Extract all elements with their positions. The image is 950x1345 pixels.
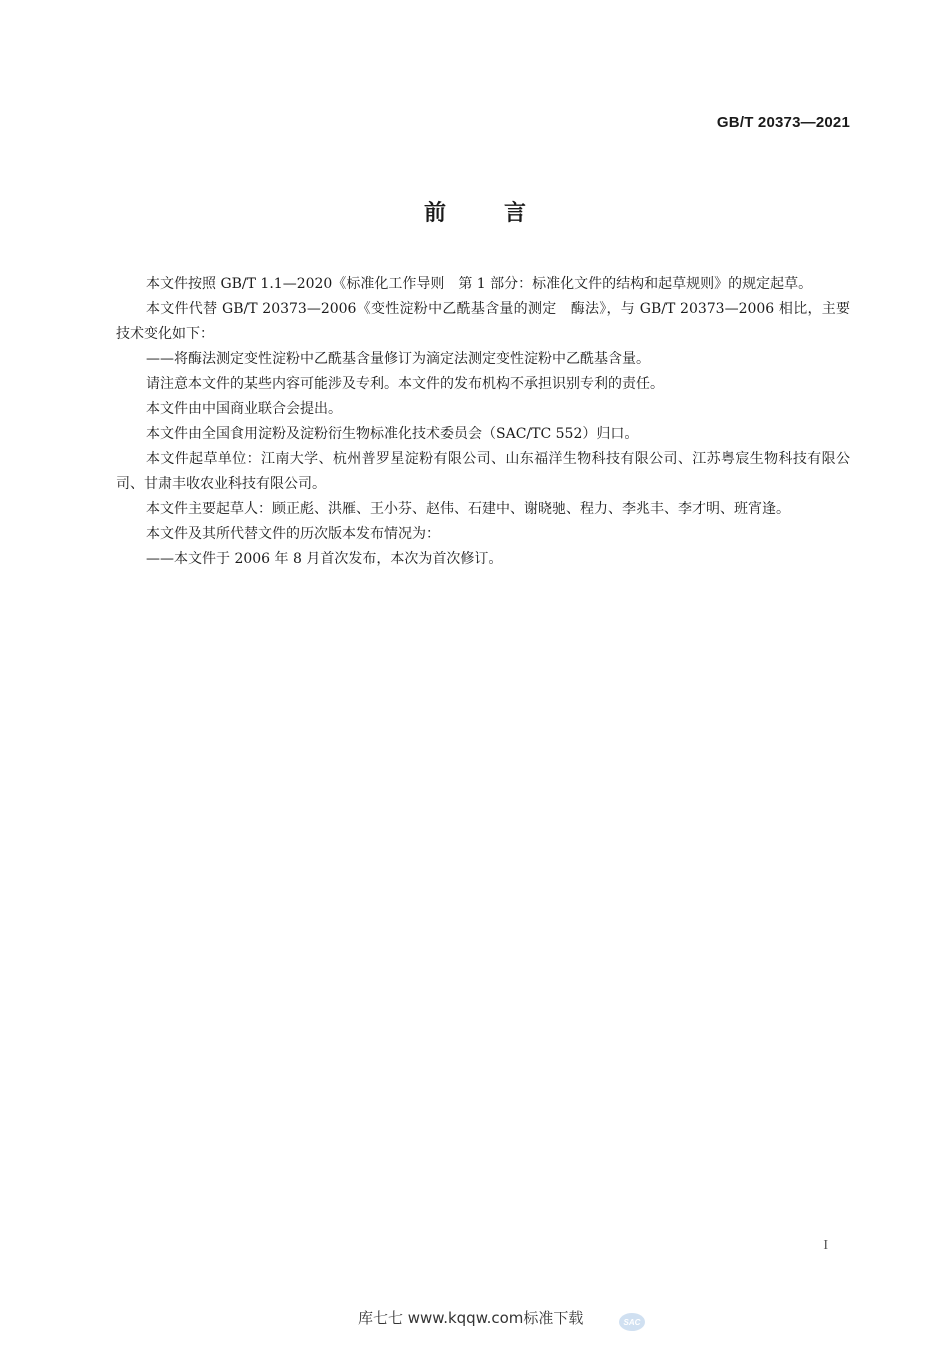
- paragraph-history-intro: 本文件及其所代替文件的历次版本发布情况为：: [146, 526, 440, 542]
- footer-watermark: 库七七 www.kqqw.com标准下载: [358, 1309, 584, 1327]
- sac-logo-icon: [618, 1312, 646, 1332]
- paragraph-technical-committee: 本文件由全国食用淀粉及淀粉衍生物标准化技术委员会（SAC/TC 552）归口。: [146, 426, 639, 442]
- paragraph-drafting-rules: 本文件按照 GB/T 1.1—2020《标准化工作导则 第 1 部分：标准化文件的结构和起草规则》的规定起草。: [146, 276, 813, 292]
- sac-logo-text: SAC: [623, 1318, 641, 1327]
- paragraph-drafting-units: 本文件起草单位：江南大学、杭州普罗星淀粉有限公司、山东福洋生物科技有限公司、江苏粤宸生物科技有限公司、甘肃丰收农业科技有限公司。: [116, 451, 850, 492]
- foreword-body: [116, 272, 850, 572]
- paragraph-drafters: 本文件主要起草人：顾正彪、洪雁、王小芬、赵伟、石建中、谢晓驰、程力、李兆丰、李才明、班宵逢。: [146, 501, 790, 517]
- page-number: I: [823, 1238, 828, 1253]
- paragraph-history-item: ——本文件于 2006 年 8 月首次发布，本次为首次修订。: [146, 551, 503, 567]
- page-title: 前言: [423, 201, 584, 226]
- standard-code: GB/T 20373—2021: [716, 114, 850, 131]
- paragraph-change-item: ——将酶法测定变性淀粉中乙酰基含量修订为滴定法测定变性淀粉中乙酰基含量。: [146, 351, 650, 367]
- paragraph-patent-notice: 请注意本文件的某些内容可能涉及专利。本文件的发布机构不承担识别专利的责任。: [146, 376, 664, 392]
- paragraph-replaces: 本文件代替 GB/T 20373—2006《变性淀粉中乙酰基含量的测定 酶法》，与 GB/T 20373—2006 相比，主要技术变化如下：: [116, 301, 850, 342]
- paragraph-proposer: 本文件由中国商业联合会提出。: [146, 401, 342, 417]
